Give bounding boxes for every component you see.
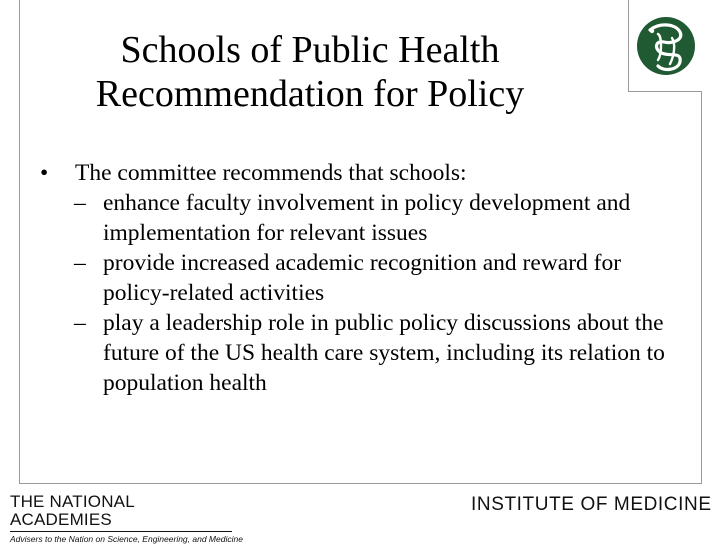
national-academies-tagline: Advisers to the Nation on Science, Engineering, and Medicine xyxy=(10,534,243,544)
bullet-item xyxy=(40,158,690,188)
sub-item-text: enhance faculty involvement in policy development and implementation for relevant issues xyxy=(103,190,631,246)
footer-divider xyxy=(10,531,232,532)
dash-mark: – xyxy=(74,250,86,276)
sub-item-text: provide increased academic recognition and reward for policy-related activities xyxy=(103,250,622,306)
sub-item-text: play a leadership role in public policy discussions about the future of the US health care system, including its relation to population health xyxy=(103,310,665,396)
title-line-2: Recommendation for Policy xyxy=(95,73,525,115)
national-academies-name: THE NATIONAL ACADEMIES xyxy=(10,492,135,529)
sub-item-3 xyxy=(40,308,690,398)
title-line-1: Schools of Public Health xyxy=(120,29,500,71)
iom-serpent-logo-icon xyxy=(636,10,696,82)
slide-body xyxy=(40,158,690,398)
dash-mark: – xyxy=(74,310,86,336)
dash-mark: – xyxy=(74,190,86,216)
slide-title xyxy=(40,28,580,116)
bullet-text: The committee recommends that schools: xyxy=(75,160,467,186)
national-academies-logo xyxy=(10,492,243,545)
logo-box xyxy=(628,0,702,92)
sub-item-2 xyxy=(40,248,690,308)
institute-of-medicine-logo: INSTITUTE OF MEDICINE xyxy=(471,494,712,515)
sub-item-1 xyxy=(40,188,690,248)
bullet-mark: • xyxy=(40,160,49,186)
